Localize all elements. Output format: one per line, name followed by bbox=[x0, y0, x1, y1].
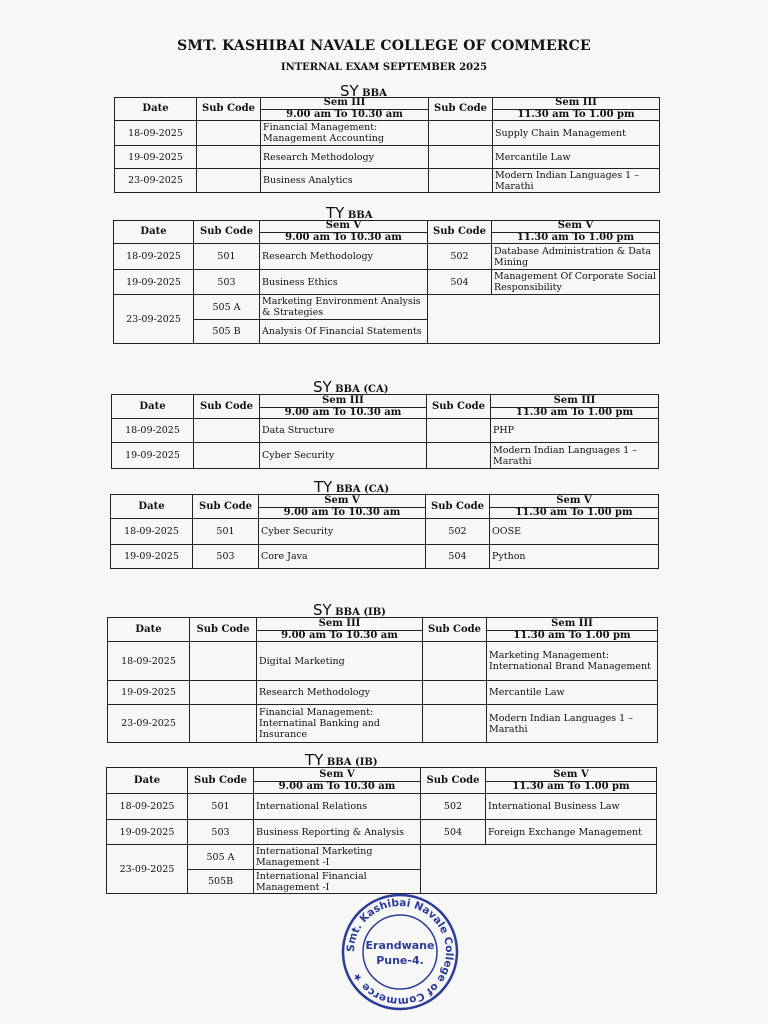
subject-cell: Database Administration & Data Mining bbox=[492, 244, 660, 270]
subject-cell: Data Structure bbox=[260, 419, 427, 443]
code-cell bbox=[429, 121, 493, 146]
header-slot1 bbox=[257, 618, 423, 642]
table-row bbox=[108, 705, 658, 743]
date-cell: 18-09-2025 bbox=[114, 244, 194, 270]
code-cell: 504 bbox=[421, 820, 486, 845]
header-date: Date bbox=[108, 618, 190, 642]
table-row bbox=[112, 419, 659, 443]
code-cell bbox=[427, 419, 491, 443]
date-cell: 23-09-2025 bbox=[115, 169, 197, 193]
table-row bbox=[111, 545, 659, 569]
date-cell: 19-09-2025 bbox=[111, 545, 193, 569]
slot1-time: 9.00 am To 10.30 am bbox=[281, 629, 398, 641]
date-cell: 19-09-2025 bbox=[112, 443, 194, 469]
college-stamp bbox=[340, 892, 460, 1012]
sem-label: Sem III bbox=[261, 98, 428, 110]
subject-cell: Core Java bbox=[259, 545, 426, 569]
stamp-outer-ring bbox=[343, 895, 457, 1009]
empty-cell bbox=[421, 845, 657, 894]
header-sub-code: Sub Code bbox=[429, 98, 493, 121]
code-cell bbox=[194, 443, 260, 469]
code-cell bbox=[194, 419, 260, 443]
header-slot1 bbox=[260, 395, 427, 419]
date-cell: 18-09-2025 bbox=[115, 121, 197, 146]
code-cell: 502 bbox=[421, 794, 486, 820]
header-slot1 bbox=[260, 221, 428, 244]
table-ty-bba-ib bbox=[106, 767, 657, 894]
subject-cell: Marketing Management: International Brand Management bbox=[487, 642, 658, 681]
table-row bbox=[111, 519, 659, 545]
subject-cell: PHP bbox=[491, 419, 659, 443]
slot2-time: 11.30 am To 1.00 pm bbox=[512, 780, 630, 792]
table-ty-bba-ca bbox=[110, 494, 659, 569]
code-cell bbox=[197, 121, 261, 146]
header-slot2 bbox=[491, 395, 659, 419]
subject-cell: Modern Indian Languages 1 –Marathi bbox=[487, 705, 658, 743]
sem-label: Sem III bbox=[260, 396, 426, 408]
header-slot1 bbox=[254, 768, 421, 794]
header-slot2 bbox=[486, 768, 657, 794]
sem-label: Sem V bbox=[259, 496, 425, 508]
code-cell: 503 bbox=[194, 270, 260, 295]
header-date: Date bbox=[111, 495, 193, 519]
header-sub-code: Sub Code bbox=[421, 768, 486, 794]
slot2-time: 11.30 am To 1.00 pm bbox=[515, 406, 634, 418]
subject-cell: Business Ethics bbox=[260, 270, 428, 295]
header-sub-code: Sub Code bbox=[426, 495, 490, 519]
date-cell: 23-09-2025 bbox=[114, 295, 194, 344]
table-row bbox=[115, 146, 660, 169]
code-cell: 504 bbox=[428, 270, 492, 295]
subject-cell: Analysis Of Financial Statements bbox=[260, 320, 428, 344]
subject-cell: International Marketing Management -I bbox=[254, 845, 421, 870]
subject-cell: Modern Indian Languages 1 –Marathi bbox=[491, 443, 659, 469]
subject-cell: Foreign Exchange Management bbox=[486, 820, 657, 845]
code-cell: 505B bbox=[188, 870, 254, 894]
section-prefix: SY bbox=[313, 378, 332, 396]
date-cell: 19-09-2025 bbox=[108, 681, 190, 705]
stamp-line1: Erandwane bbox=[365, 939, 435, 952]
table-sy-bba-ib bbox=[107, 617, 658, 743]
code-cell: 502 bbox=[426, 519, 490, 545]
stamp-line2: Pune-4. bbox=[376, 954, 424, 967]
code-cell bbox=[423, 642, 487, 681]
table-sy-bba bbox=[114, 97, 660, 193]
date-cell: 19-09-2025 bbox=[115, 146, 197, 169]
section-prefix: SY bbox=[340, 82, 359, 100]
subject-cell: Cyber Security bbox=[260, 443, 427, 469]
header-sub-code: Sub Code bbox=[193, 495, 259, 519]
table-row bbox=[108, 681, 658, 705]
code-cell: 505 A bbox=[188, 845, 254, 870]
table-row bbox=[107, 820, 657, 845]
code-cell bbox=[197, 146, 261, 169]
code-cell bbox=[429, 146, 493, 169]
code-cell: 501 bbox=[188, 794, 254, 820]
header-sub-code: Sub Code bbox=[423, 618, 487, 642]
code-cell: 503 bbox=[188, 820, 254, 845]
section-name: BBA (IB) bbox=[326, 757, 378, 768]
table-row bbox=[112, 443, 659, 469]
table-row bbox=[115, 169, 660, 193]
date-cell: 18-09-2025 bbox=[111, 519, 193, 545]
slot1-time: 9.00 am To 10.30 am bbox=[284, 406, 402, 418]
slot2-time: 11.30 am To 1.00 pm bbox=[516, 232, 635, 243]
slot2-time: 11.30 am To 1.00 pm bbox=[517, 109, 635, 120]
subject-cell: Financial Management: Management Accounting bbox=[261, 121, 429, 146]
subject-cell: Python bbox=[490, 545, 659, 569]
header-slot2 bbox=[492, 221, 660, 244]
section-prefix: SY bbox=[313, 601, 332, 619]
code-cell: 501 bbox=[193, 519, 259, 545]
subject-cell: International Financial Management -I bbox=[254, 870, 421, 894]
subject-cell: Modern Indian Languages 1 –Marathi bbox=[493, 169, 660, 193]
sem-label: Sem III bbox=[491, 396, 658, 408]
subject-cell: Cyber Security bbox=[259, 519, 426, 545]
code-cell bbox=[190, 642, 257, 681]
table-row bbox=[114, 295, 660, 320]
sem-label: Sem V bbox=[490, 496, 658, 508]
subject-cell: Financial Management: Internatinal Banking and Insurance bbox=[257, 705, 423, 743]
stamp-ring-text: Smt. Kashibai Navale College of Commerce ★ bbox=[344, 896, 456, 1008]
section-name: BBA bbox=[362, 88, 387, 99]
subject-cell: Digital Marketing bbox=[257, 642, 423, 681]
sem-label: Sem V bbox=[254, 770, 420, 782]
sem-label: Sem III bbox=[493, 98, 659, 110]
date-cell: 18-09-2025 bbox=[107, 794, 188, 820]
empty-cell bbox=[428, 295, 660, 344]
subject-cell: Business Reporting & Analysis bbox=[254, 820, 421, 845]
code-cell: 502 bbox=[428, 244, 492, 270]
table-ty-bba bbox=[113, 220, 660, 344]
exam-title: INTERNAL EXAM SEPTEMBER 2025 bbox=[280, 62, 488, 73]
subject-cell: Research Methodology bbox=[261, 146, 429, 169]
code-cell bbox=[423, 705, 487, 743]
table-row bbox=[115, 121, 660, 146]
table-row bbox=[107, 794, 657, 820]
date-cell: 23-09-2025 bbox=[108, 705, 190, 743]
table-row bbox=[108, 642, 658, 681]
code-cell bbox=[197, 169, 261, 193]
code-cell bbox=[190, 681, 257, 705]
subject-cell: Marketing Environment Analysis & Strategies bbox=[260, 295, 428, 320]
sem-label: Sem V bbox=[492, 221, 659, 233]
section-name: BBA (CA) bbox=[335, 484, 390, 495]
sem-label: Sem III bbox=[257, 619, 422, 631]
code-cell bbox=[423, 681, 487, 705]
header-sub-code: Sub Code bbox=[427, 395, 491, 419]
section-name: BBA (IB) bbox=[335, 607, 386, 618]
code-cell bbox=[427, 443, 491, 469]
header-sub-code: Sub Code bbox=[194, 221, 260, 244]
slot1-time: 9.00 am To 10.30 am bbox=[278, 780, 396, 792]
header-sub-code: Sub Code bbox=[197, 98, 261, 121]
section-prefix: TY bbox=[314, 478, 333, 496]
header-sub-code: Sub Code bbox=[188, 768, 254, 794]
date-cell: 23-09-2025 bbox=[107, 845, 188, 894]
subject-cell: OOSE bbox=[490, 519, 659, 545]
sem-label: Sem III bbox=[487, 619, 657, 631]
code-cell: 503 bbox=[193, 545, 259, 569]
header-date: Date bbox=[114, 221, 194, 244]
header-slot1 bbox=[259, 495, 426, 519]
header-slot1 bbox=[261, 98, 429, 121]
code-cell: 505 A bbox=[194, 295, 260, 320]
section-name: BBA (CA) bbox=[335, 384, 389, 395]
subject-cell: Research Methodology bbox=[260, 244, 428, 270]
date-cell: 19-09-2025 bbox=[114, 270, 194, 295]
header-slot2 bbox=[490, 495, 659, 519]
table-row bbox=[114, 244, 660, 270]
date-cell: 18-09-2025 bbox=[112, 419, 194, 443]
header-slot2 bbox=[493, 98, 660, 121]
college-title: SMT. KASHIBAI NAVALE COLLEGE OF COMMERCE bbox=[177, 38, 591, 54]
subject-cell: Research Methodology bbox=[257, 681, 423, 705]
subject-cell: Mercantile Law bbox=[493, 146, 660, 169]
stamp-inner-ring bbox=[363, 915, 437, 989]
subject-cell: International Business Law bbox=[486, 794, 657, 820]
code-cell bbox=[429, 169, 493, 193]
subject-cell: Mercantile Law bbox=[487, 681, 658, 705]
sem-label: Sem V bbox=[260, 221, 427, 233]
date-cell: 19-09-2025 bbox=[107, 820, 188, 845]
code-cell: 504 bbox=[426, 545, 490, 569]
header-date: Date bbox=[107, 768, 188, 794]
header-sub-code: Sub Code bbox=[190, 618, 257, 642]
subject-cell: Management Of Corporate Social Responsibility bbox=[492, 270, 660, 295]
subject-cell: Supply Chain Management bbox=[493, 121, 660, 146]
section-prefix: TY bbox=[326, 204, 345, 222]
sem-label: Sem V bbox=[486, 770, 656, 782]
header-sub-code: Sub Code bbox=[194, 395, 260, 419]
section-name: BBA bbox=[347, 210, 373, 221]
slot1-time: 9.00 am To 10.30 am bbox=[285, 232, 402, 243]
section-prefix: TY bbox=[305, 751, 324, 769]
table-row bbox=[114, 270, 660, 295]
table-row bbox=[107, 845, 657, 870]
code-cell: 505 B bbox=[194, 320, 260, 344]
header-date: Date bbox=[115, 98, 197, 121]
slot1-time: 9.00 am To 10.30 am bbox=[283, 506, 401, 518]
slot1-time: 9.00 am To 10.30 am bbox=[286, 109, 403, 120]
subject-cell: International Relations bbox=[254, 794, 421, 820]
header-slot2 bbox=[487, 618, 658, 642]
date-cell: 18-09-2025 bbox=[108, 642, 190, 681]
header-sub-code: Sub Code bbox=[428, 221, 492, 244]
subject-cell: Business Analytics bbox=[261, 169, 429, 193]
slot2-time: 11.30 am To 1.00 pm bbox=[513, 629, 631, 641]
code-cell bbox=[190, 705, 257, 743]
table-sy-bba-ca bbox=[111, 394, 659, 469]
slot2-time: 11.30 am To 1.00 pm bbox=[515, 506, 633, 518]
header-date: Date bbox=[112, 395, 194, 419]
code-cell: 501 bbox=[194, 244, 260, 270]
